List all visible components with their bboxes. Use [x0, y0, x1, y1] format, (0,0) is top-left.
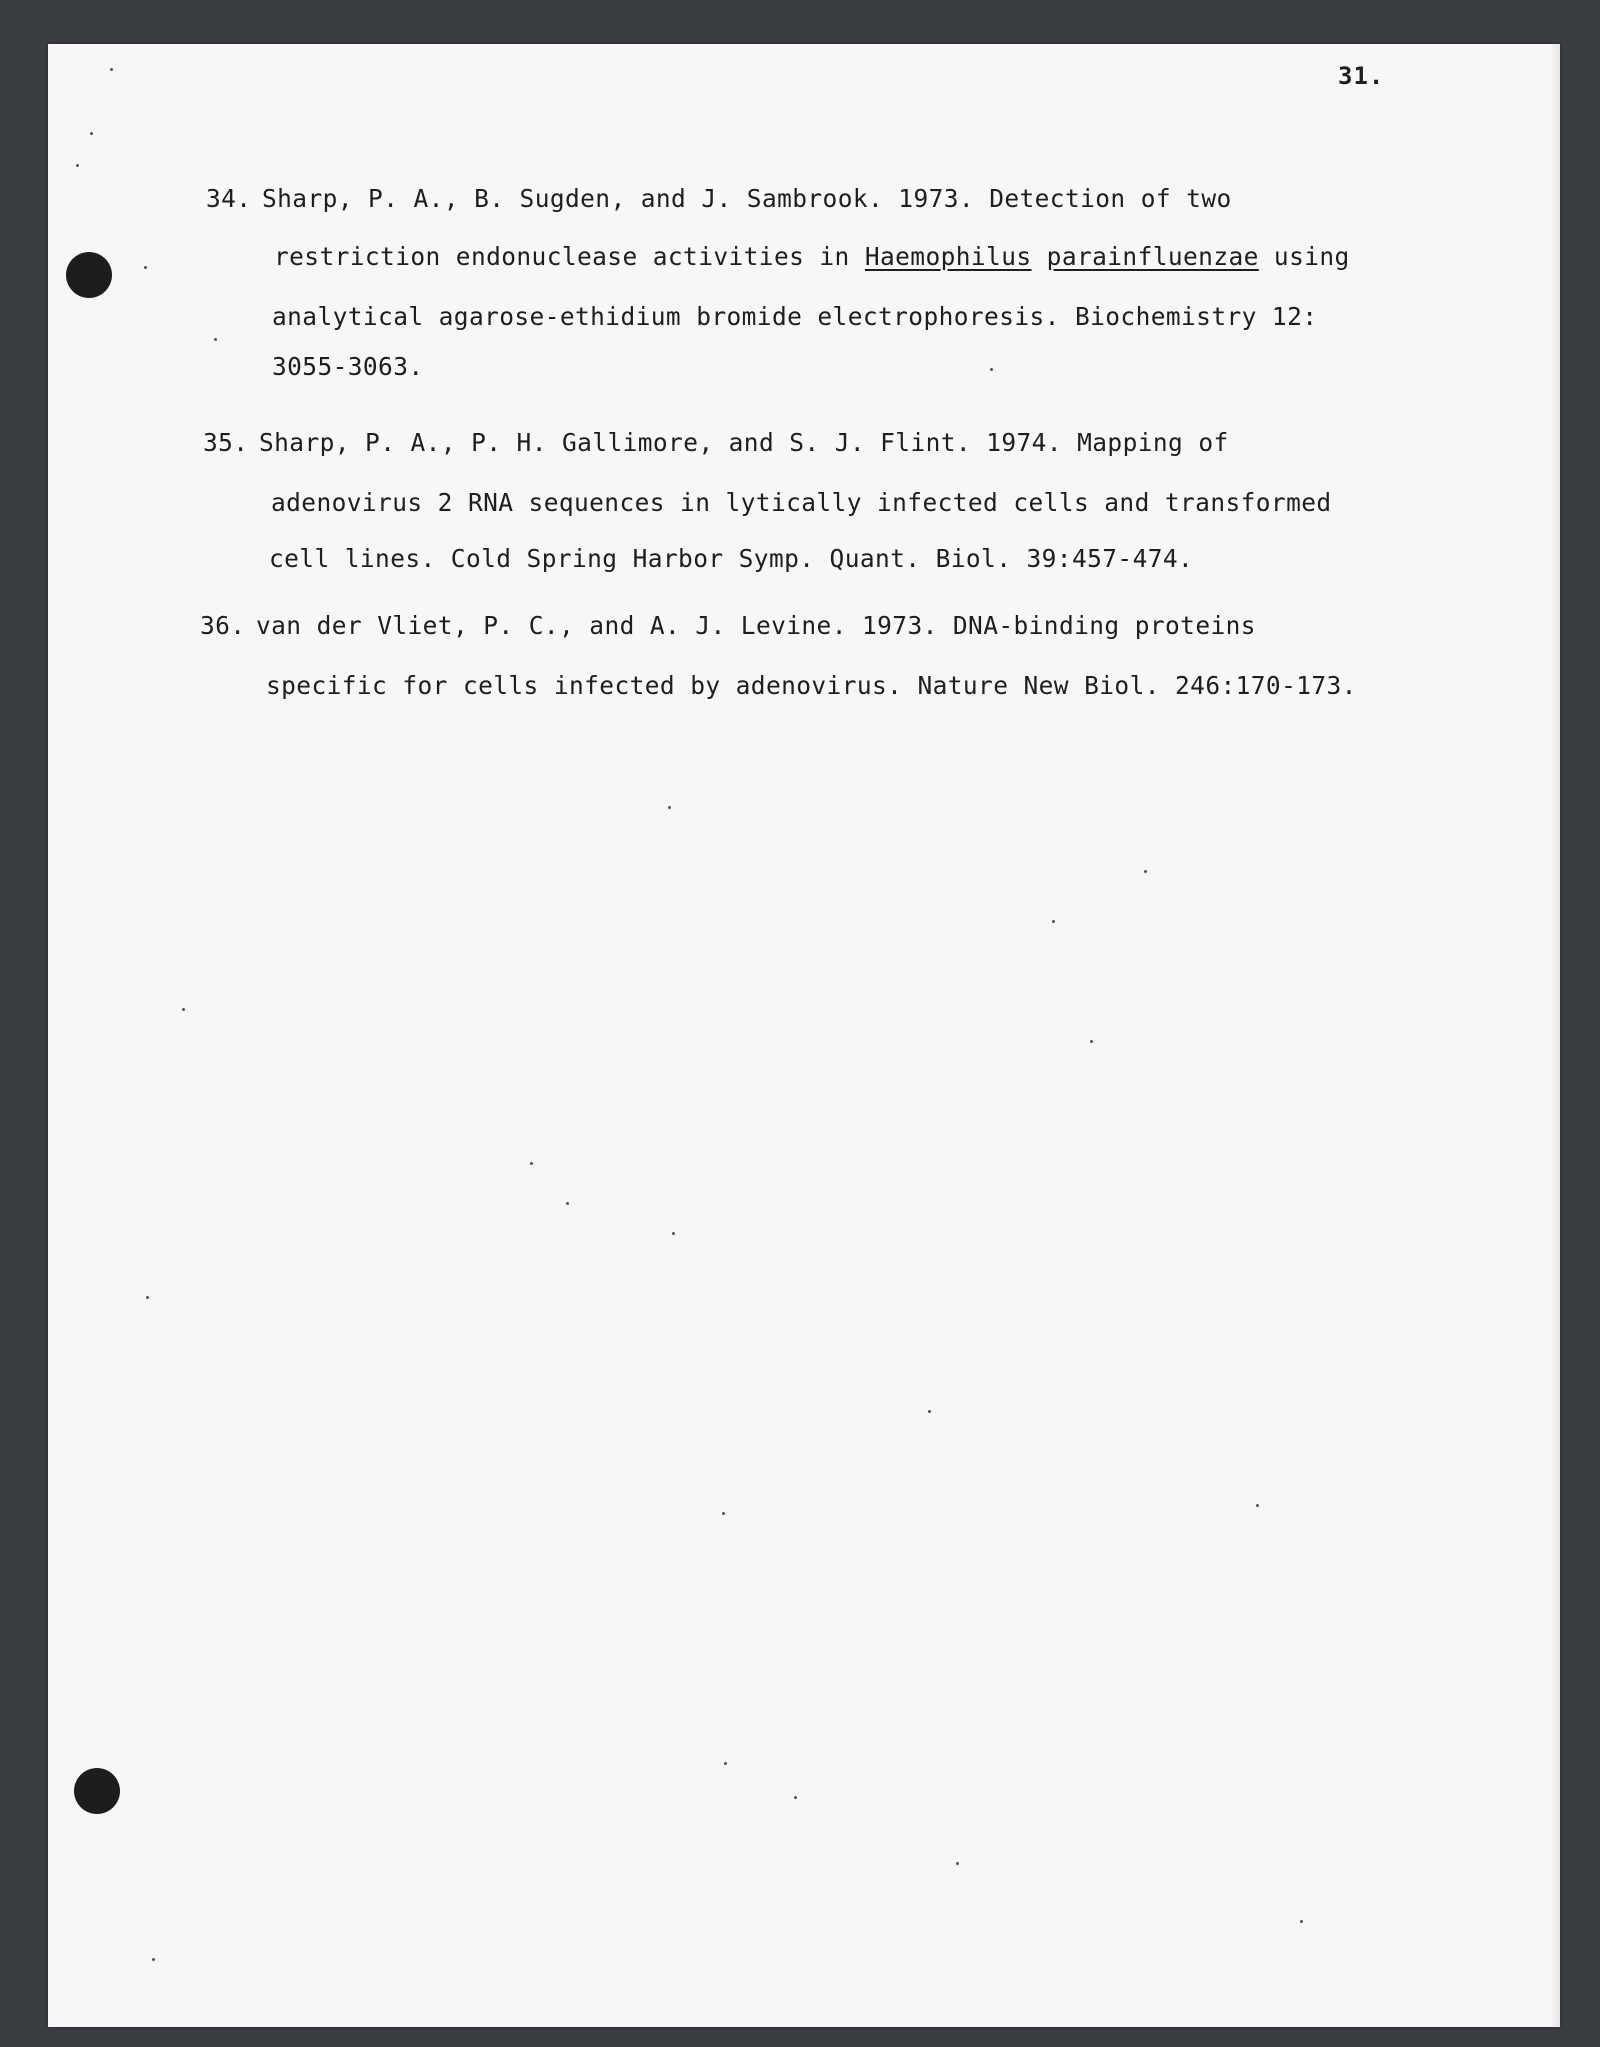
- reference-line: Sharp, P. A., P. H. Gallimore, and S. J. Flint. 1974. Mapping of: [259, 428, 1229, 457]
- paper-speck: [990, 368, 993, 371]
- paper-speck: [146, 1296, 149, 1299]
- reference-number: 35.: [203, 428, 249, 457]
- document-page: [48, 44, 1560, 2027]
- reference-line-text: restriction endonuclease activities in: [274, 242, 865, 271]
- paper-speck: [566, 1202, 569, 1205]
- paper-speck: [182, 1008, 185, 1011]
- reference-line: Sharp, P. A., B. Sugden, and J. Sambrook. 1973. Detection of two: [262, 184, 1232, 213]
- reference-line-text: using: [1258, 242, 1350, 271]
- reference-line: 3055-3063.: [272, 352, 424, 381]
- paper-speck: [144, 266, 147, 269]
- paper-speck: [1090, 1040, 1093, 1043]
- reference-line: cell lines. Cold Spring Harbor Symp. Quant. Biol. 39:457-474.: [269, 544, 1194, 573]
- paper-speck: [1256, 1504, 1259, 1507]
- paper-speck: [1052, 920, 1055, 923]
- punch-hole-bottom: [74, 1768, 120, 1814]
- paper-speck: [530, 1162, 533, 1165]
- paper-speck: [152, 1958, 155, 1961]
- paper-speck: [90, 132, 93, 135]
- paper-speck: [928, 1410, 931, 1413]
- reference-line: van der Vliet, P. C., and A. J. Levine. 1973. DNA-binding proteins: [256, 611, 1256, 640]
- page-number: 31.: [1338, 62, 1385, 90]
- reference-number: 36.: [200, 611, 246, 640]
- paper-speck: [956, 1862, 959, 1865]
- species-name: parainfluenzae: [1046, 242, 1259, 271]
- paper-speck: [214, 338, 217, 341]
- reference-line: specific for cells infected by adenovirus. Nature New Biol. 246:170-173.: [266, 671, 1357, 700]
- reference-number: 34.: [206, 184, 252, 213]
- paper-speck: [1300, 1920, 1303, 1923]
- paper-speck: [672, 1232, 675, 1235]
- paper-speck: [1144, 870, 1147, 873]
- paper-speck: [722, 1512, 725, 1515]
- reference-line: [274, 226, 1350, 287]
- genus-name: Haemophilus: [864, 242, 1032, 271]
- reference-line: adenovirus 2 RNA sequences in lytically infected cells and transformed: [271, 488, 1332, 517]
- reference-line: analytical agarose-ethidium bromide electrophoresis. Biochemistry 12:: [272, 302, 1318, 331]
- paper-speck: [76, 164, 79, 167]
- paper-speck: [724, 1762, 727, 1765]
- paper-speck: [794, 1796, 797, 1799]
- paper-speck: [668, 806, 671, 809]
- paper-edge: [1550, 44, 1560, 2027]
- punch-hole-top: [66, 252, 112, 298]
- paper-speck: [110, 68, 113, 71]
